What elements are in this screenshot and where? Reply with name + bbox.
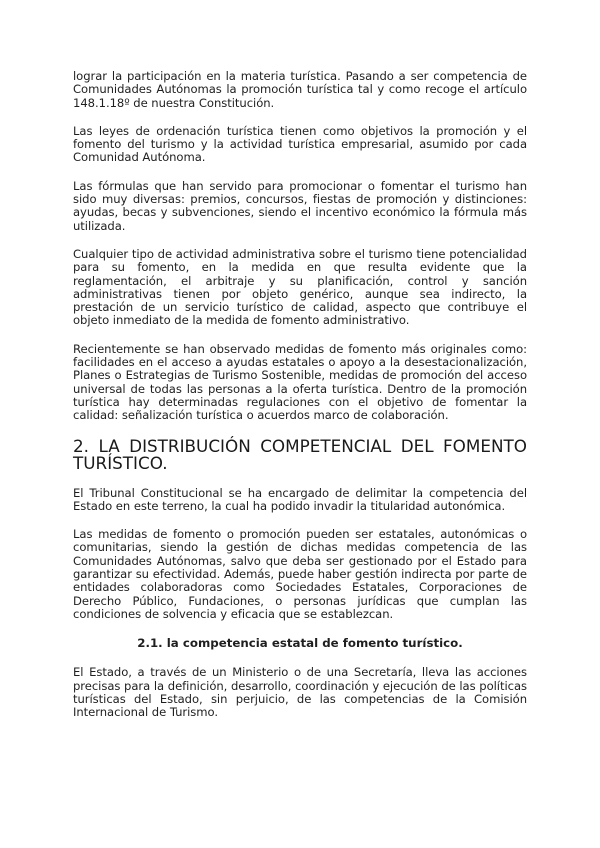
paragraph: El Estado, a través de un Ministerio o de una Secretaría, lleva las acciones precisas para la definición, desarrollo, coordinación y ejecución de las políticas turísticas del Estado, sin perjuicio, de las competencias de la Comisión Internacional de Turismo.: [73, 665, 527, 720]
paragraph: Las leyes de ordenación turística tienen como objetivos la promoción y el fomento del turismo y la actividad turística empresarial, asumido por cada Comunidad Autónoma.: [73, 123, 527, 165]
paragraph: Las medidas de fomento o promoción pueden ser estatales, autonómicas o comunitarias, siendo la gestión de dichas medidas competencia de las Comunidades Autónomas, salvo que deba ser gestionado por el Estado para garantizar su efectividad. Además, puede haber gestión indirecta por parte de entidades colaboradoras como Sociedades Estatales, Corporaciones de Derecho Público, Fundaciones, o personas jurídicas que cumplan las condiciones de solvencia y eficacia que se establezcan.: [73, 527, 527, 621]
paragraph: El Tribunal Constitucional se ha encargado de delimitar la competencia del Estado en este terreno, la cual ha podido invadir la titularidad autonómica.: [73, 485, 527, 513]
section-heading: 2. LA DISTRIBUCIÓN COMPETENCIAL DEL FOMENTO TURÍSTICO.: [73, 435, 527, 473]
paragraph: Las fórmulas que han servido para promocionar o fomentar el turismo han sido muy diversas: premios, concursos, fiestas de promoción y distinciones: ayudas, becas y subvenciones, siendo el incentivo económico la fórmula más utilizada.: [73, 178, 527, 233]
subsection-heading: 2.1. la competencia estatal de fomento turístico.: [137, 636, 463, 651]
paragraph: Cualquier tipo de actividad administrativa sobre el turismo tiene potencialidad para su fomento, en la medida en que resulta evidente que la reglamentación, el arbitraje y su planificación, control y sanción administrativas tienen por objeto genérico, aunque sea indirecto, la prestación de un servicio turístico de calidad, aspecto que contribuye el objeto inmediato de la medida de fomento administrativo.: [73, 246, 527, 328]
page-content: [73, 70, 527, 734]
paragraph: lograr la participación en la materia turística. Pasando a ser competencia de Comunidades Autónomas la promoción turística tal y como recoge el artículo 148.1.18º de nuestra Constitución.: [73, 69, 527, 110]
paragraph: Recientemente se han observado medidas de fomento más originales como: facilidades en el acceso a ayudas estatales o apoyo a la desestacionalización, Planes o Estrategias de Turismo Sostenible, medidas de promoción del acceso universal de todas las personas a la oferta turística. Dentro de la promoción turística hay determinadas regulaciones con el objetivo de fomentar la calidad: señalización turística o acuerdos marco de colaboración.: [73, 341, 527, 423]
